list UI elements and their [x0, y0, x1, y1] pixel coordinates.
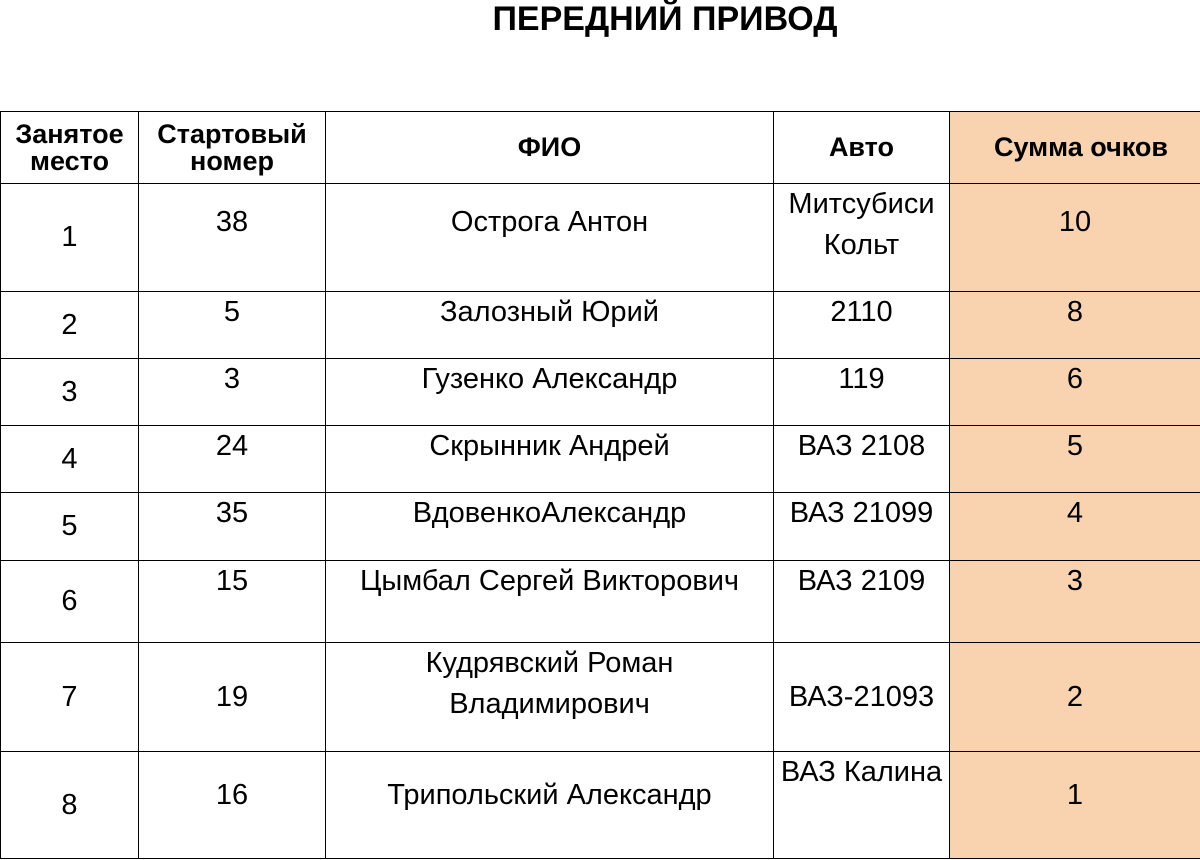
cell-score: 4: [950, 493, 1200, 561]
cell-name: Цымбал Сергей Викторович: [326, 561, 774, 643]
cell-score: 5: [950, 426, 1200, 493]
cell-start-number: 3: [139, 359, 326, 426]
header-place: Занятое место: [1, 112, 139, 184]
cell-car: ВАЗ 2109: [774, 561, 950, 643]
cell-start-number: 38: [139, 184, 326, 292]
table-row: [1, 752, 1200, 859]
cell-score: 1: [950, 752, 1200, 859]
cell-score: 10: [950, 184, 1200, 292]
cell-score: 6: [950, 359, 1200, 426]
cell-place: 8: [1, 752, 139, 859]
cell-car: ВАЗ 2108: [774, 426, 950, 493]
cell-car: ВАЗ 21099: [774, 493, 950, 561]
table-row: [1, 493, 1200, 561]
cell-score: 8: [950, 292, 1200, 359]
cell-place: 4: [1, 426, 139, 493]
cell-start-number: 24: [139, 426, 326, 493]
cell-place: 7: [1, 643, 139, 752]
header-start-number: Стартовый номер: [139, 112, 326, 184]
cell-start-number: 5: [139, 292, 326, 359]
table-row: [1, 643, 1200, 752]
table-header-row: [1, 112, 1200, 184]
cell-name: Кудрявский Роман Владимирович: [326, 643, 774, 752]
cell-start-number: 35: [139, 493, 326, 561]
cell-name: Скрынник Андрей: [326, 426, 774, 493]
cell-place: 3: [1, 359, 139, 426]
table-row: [1, 292, 1200, 359]
cell-place: 1: [1, 184, 139, 292]
cell-car: ВАЗ Калина: [774, 752, 950, 859]
cell-score: 3: [950, 561, 1200, 643]
cell-name: Гузенко Александр: [326, 359, 774, 426]
cell-name: ВдовенкоАлександр: [326, 493, 774, 561]
table-row: [1, 426, 1200, 493]
page-title: ПЕРЕДНИЙ ПРИВОД: [492, 0, 838, 38]
cell-car: 2110: [774, 292, 950, 359]
cell-place: 2: [1, 292, 139, 359]
table-row: [1, 184, 1200, 292]
cell-name: Залозный Юрий: [326, 292, 774, 359]
cell-name: Острога Антон: [326, 184, 774, 292]
cell-start-number: 15: [139, 561, 326, 643]
cell-car: ВАЗ-21093: [774, 643, 950, 752]
cell-place: 6: [1, 561, 139, 643]
results-table: [0, 111, 1200, 859]
cell-car: Митсубиси Кольт: [774, 184, 950, 292]
cell-start-number: 19: [139, 643, 326, 752]
cell-name: Трипольский Александр: [326, 752, 774, 859]
cell-car: 119: [774, 359, 950, 426]
table-row: [1, 359, 1200, 426]
header-score: Сумма очков: [950, 112, 1200, 184]
cell-place: 5: [1, 493, 139, 561]
header-name: ФИО: [326, 112, 774, 184]
cell-score: 2: [950, 643, 1200, 752]
table-row: [1, 561, 1200, 643]
cell-start-number: 16: [139, 752, 326, 859]
header-car: Авто: [774, 112, 950, 184]
